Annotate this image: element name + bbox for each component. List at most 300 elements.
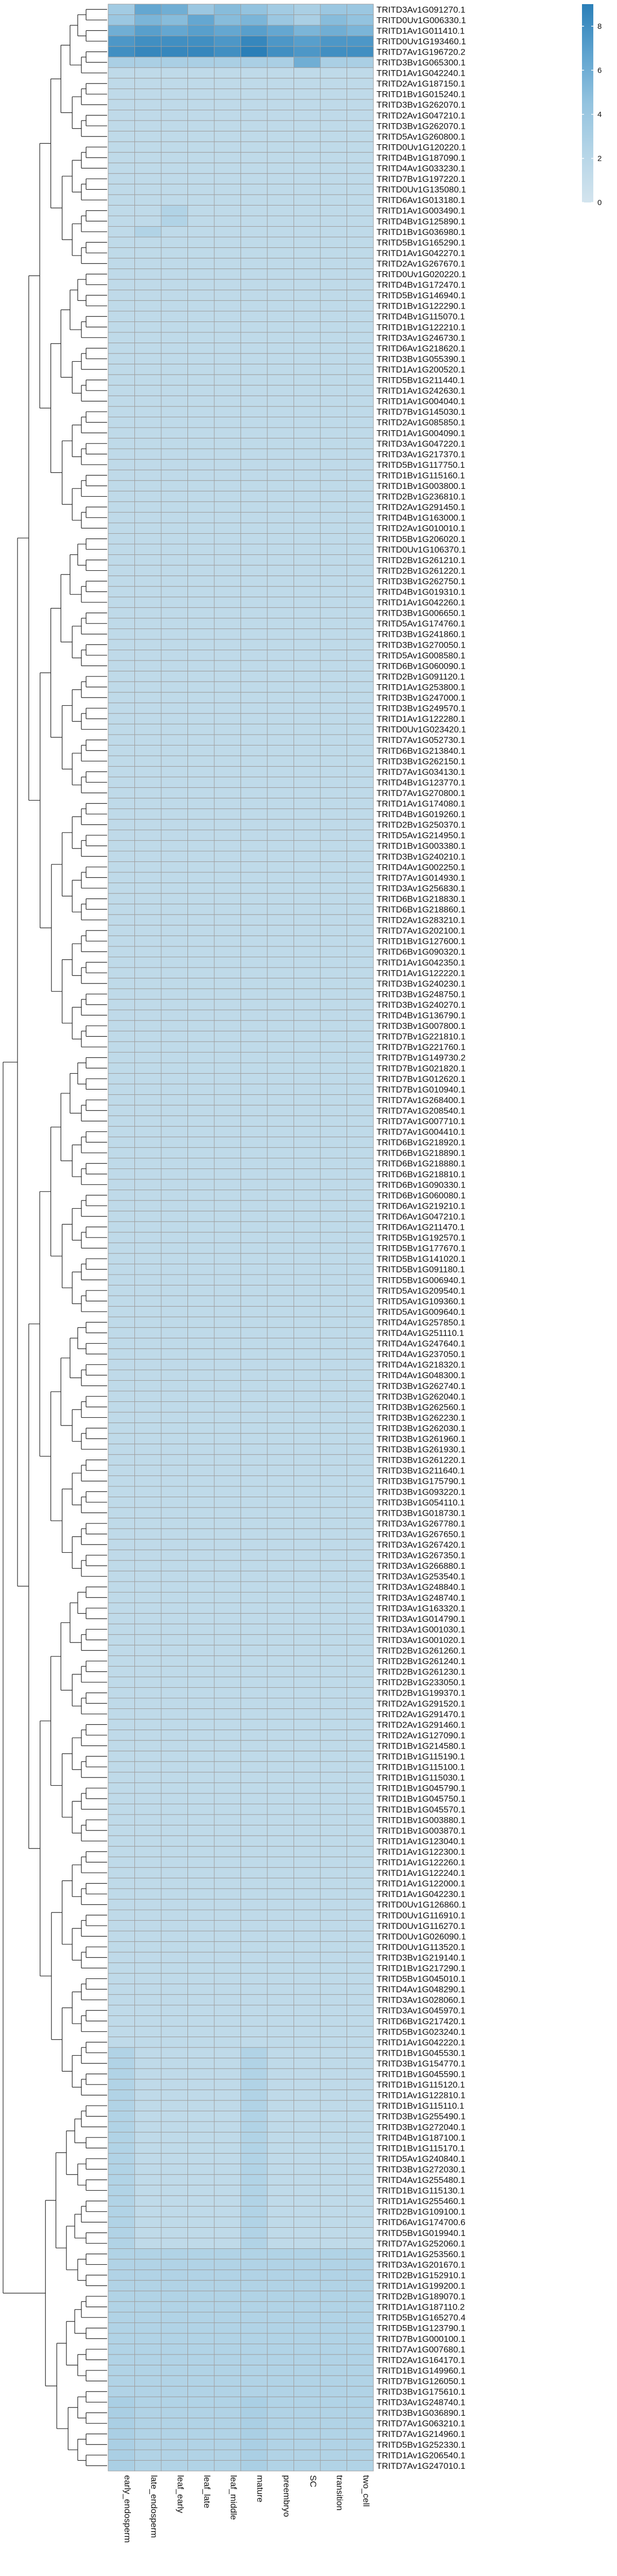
row-label: TRITD3Bv1G093220.1	[376, 1487, 466, 1497]
heatmap-cell	[347, 735, 374, 745]
heatmap-cell	[135, 1571, 162, 1582]
heatmap-cell	[188, 1497, 215, 1508]
heatmap-cell	[214, 1285, 241, 1296]
heatmap-cell	[135, 2047, 162, 2058]
heatmap-cell	[320, 629, 347, 639]
heatmap-cell	[108, 512, 135, 523]
heatmap-cell	[347, 1264, 374, 1275]
heatmap-cell	[241, 1687, 268, 1698]
heatmap-cell	[188, 2439, 215, 2450]
heatmap-cell	[347, 714, 374, 724]
heatmap-cell	[241, 1825, 268, 1836]
heatmap-cell	[241, 1921, 268, 1931]
heatmap-cell	[161, 798, 188, 809]
row-label: TRITD6Av1G047210.1	[376, 1211, 466, 1222]
heatmap-cell	[108, 851, 135, 862]
heatmap-cell	[294, 1095, 321, 1106]
heatmap-cell	[214, 2069, 241, 2079]
heatmap-cell	[108, 1899, 135, 1910]
heatmap-cell	[347, 1772, 374, 1783]
heatmap-cell	[161, 1275, 188, 1285]
heatmap-cell	[135, 576, 162, 587]
heatmap-cell	[241, 1963, 268, 1974]
heatmap-cell	[188, 957, 215, 968]
heatmap-cell	[188, 364, 215, 375]
row-label: TRITD0Uv1G120220.1	[376, 142, 466, 152]
heatmap-cell	[320, 375, 347, 385]
heatmap-cell	[294, 936, 321, 946]
heatmap-cell	[347, 534, 374, 545]
heatmap-cell	[241, 195, 268, 206]
heatmap-cell	[320, 2270, 347, 2281]
heatmap-cell	[320, 936, 347, 946]
heatmap-cell	[347, 131, 374, 142]
heatmap-cell	[241, 2206, 268, 2217]
heatmap-cell	[135, 1698, 162, 1709]
heatmap-cell	[347, 2249, 374, 2260]
legend-tick-label: 6	[597, 66, 602, 75]
heatmap-cell	[294, 163, 321, 174]
heatmap-cell	[267, 788, 294, 799]
heatmap-cell	[108, 914, 135, 925]
heatmap-cell	[241, 121, 268, 131]
heatmap-cell	[214, 1359, 241, 1370]
heatmap-cell	[161, 502, 188, 513]
row-label: TRITD1Av1G003490.1	[376, 206, 466, 216]
heatmap-cell	[214, 2280, 241, 2291]
heatmap-cell	[135, 650, 162, 661]
heatmap-cell	[347, 555, 374, 566]
heatmap-cell	[241, 1571, 268, 1582]
heatmap-cell	[267, 1963, 294, 1974]
heatmap-cell	[108, 46, 135, 57]
heatmap-cell	[294, 1391, 321, 1402]
heatmap-cell	[241, 2185, 268, 2196]
heatmap-cell	[241, 15, 268, 26]
column-label: late_endosperm	[149, 2475, 159, 2538]
heatmap-cell	[347, 502, 374, 513]
heatmap-cell	[347, 1084, 374, 1095]
heatmap-cell	[161, 1232, 188, 1243]
heatmap-cell	[320, 724, 347, 735]
heatmap-cell	[188, 57, 215, 68]
heatmap-cell	[108, 1169, 135, 1180]
heatmap-cell	[188, 205, 215, 216]
heatmap-cell	[267, 1052, 294, 1063]
heatmap-cell	[135, 1793, 162, 1804]
heatmap-cell	[161, 2354, 188, 2365]
heatmap-cell	[241, 607, 268, 618]
row-label: TRITD3Bv1G175610.1	[376, 2387, 466, 2397]
heatmap-cell	[294, 1158, 321, 1169]
heatmap-cell	[188, 777, 215, 788]
heatmap-cell	[161, 311, 188, 322]
heatmap-cell	[347, 2439, 374, 2450]
heatmap-cell	[214, 46, 241, 57]
row-label: TRITD7Bv1G021820.1	[376, 1063, 466, 1074]
heatmap-cell	[347, 1486, 374, 1497]
heatmap-cell	[161, 1687, 188, 1698]
heatmap-cell	[294, 809, 321, 820]
heatmap-cell	[267, 2270, 294, 2281]
heatmap-cell	[320, 406, 347, 417]
row-label: TRITD1Bv1G217290.1	[376, 1963, 466, 1974]
row-label: TRITD6Bv1G090320.1	[376, 947, 466, 957]
heatmap-cell	[267, 1328, 294, 1338]
heatmap-cell	[135, 1190, 162, 1201]
heatmap-cell	[188, 1592, 215, 1603]
heatmap-cell	[267, 332, 294, 343]
heatmap-cell	[161, 2249, 188, 2260]
heatmap-cell	[188, 375, 215, 385]
heatmap-cell	[108, 1719, 135, 1730]
heatmap-cell	[188, 1529, 215, 1539]
heatmap-cell	[108, 1359, 135, 1370]
heatmap-cell	[188, 660, 215, 671]
heatmap-cell	[320, 893, 347, 904]
row-label: TRITD2Av1G047210.1	[376, 110, 466, 121]
heatmap-cell	[267, 1910, 294, 1921]
heatmap-cell	[347, 1275, 374, 1285]
row-label: TRITD7Av1G214960.1	[376, 2429, 466, 2439]
heatmap-cell	[267, 2143, 294, 2154]
heatmap-cell	[188, 1994, 215, 2005]
heatmap-cell	[347, 1921, 374, 1931]
heatmap-cell	[294, 1910, 321, 1921]
heatmap-cell	[135, 1910, 162, 1921]
heatmap-cell	[267, 1031, 294, 1042]
heatmap-cell	[347, 1222, 374, 1232]
heatmap-cell	[214, 1084, 241, 1095]
heatmap-cell	[347, 523, 374, 534]
heatmap-cell	[188, 1296, 215, 1307]
heatmap-cell	[108, 1211, 135, 1222]
heatmap-cell	[135, 2386, 162, 2397]
heatmap-cell	[294, 1942, 321, 1953]
heatmap-cell	[241, 1317, 268, 1328]
row-label: TRITD6Bv1G218890.1	[376, 1148, 466, 1158]
heatmap-cell	[214, 1243, 241, 1253]
heatmap-cell	[135, 639, 162, 650]
heatmap-cell	[241, 1074, 268, 1084]
heatmap-cell	[294, 978, 321, 989]
heatmap-cell	[320, 2354, 347, 2365]
heatmap-cell	[161, 1031, 188, 1042]
heatmap-cell	[135, 2090, 162, 2100]
heatmap-cell	[161, 1529, 188, 1539]
heatmap-cell	[267, 470, 294, 481]
heatmap-cell	[320, 1052, 347, 1063]
heatmap-cell	[161, 1010, 188, 1021]
heatmap-cell	[241, 417, 268, 428]
row-label: TRITD2Av1G291470.1	[376, 1709, 466, 1719]
heatmap-cell	[294, 67, 321, 78]
heatmap-cell	[214, 152, 241, 163]
heatmap-cell	[267, 724, 294, 735]
heatmap-cell	[241, 2344, 268, 2355]
heatmap-cell	[347, 2100, 374, 2111]
heatmap-cell	[135, 2228, 162, 2239]
row-label: TRITD0Uv1G116270.1	[376, 1921, 466, 1931]
heatmap-cell	[241, 978, 268, 989]
heatmap-cell	[214, 1963, 241, 1974]
column-label: leaf_early	[175, 2475, 185, 2513]
row-label: TRITD1Av1G042220.1	[376, 2037, 466, 2047]
heatmap-cell	[347, 438, 374, 449]
heatmap-cell	[267, 46, 294, 57]
heatmap-cell	[294, 2143, 321, 2154]
heatmap-cell	[267, 925, 294, 936]
heatmap-cell	[267, 1021, 294, 1031]
color-legend	[582, 4, 602, 207]
legend-tick-label: 8	[597, 22, 602, 31]
heatmap-cell	[188, 1074, 215, 1084]
row-label: TRITD6Bv1G218860.1	[376, 905, 466, 915]
heatmap-cell	[135, 1529, 162, 1539]
heatmap-cell	[347, 1507, 374, 1518]
heatmap-cell	[108, 121, 135, 131]
heatmap-cell	[267, 904, 294, 915]
heatmap-cell	[135, 692, 162, 703]
row-label: TRITD4Bv1G187100.1	[376, 2132, 466, 2143]
heatmap-cell	[135, 1465, 162, 1476]
heatmap-cell	[347, 121, 374, 131]
heatmap-cell	[347, 1783, 374, 1793]
heatmap-cell	[320, 978, 347, 989]
heatmap-cell	[241, 78, 268, 89]
heatmap-cell	[320, 1042, 347, 1053]
heatmap-cell	[214, 385, 241, 396]
heatmap-cell	[188, 819, 215, 830]
heatmap-cell	[294, 597, 321, 608]
heatmap-cell	[214, 2111, 241, 2122]
heatmap-cell	[161, 322, 188, 333]
heatmap-cell	[214, 597, 241, 608]
heatmap-cell	[267, 1444, 294, 1455]
heatmap-cell	[188, 1084, 215, 1095]
heatmap-cell	[320, 2376, 347, 2386]
heatmap-cell	[347, 1550, 374, 1561]
heatmap-cell	[347, 78, 374, 89]
heatmap-cell	[241, 2323, 268, 2333]
heatmap-cell	[214, 1857, 241, 1868]
heatmap-cell	[267, 1868, 294, 1878]
heatmap-cell	[161, 2270, 188, 2281]
heatmap-cell	[108, 2238, 135, 2249]
heatmap-cell	[188, 1190, 215, 1201]
row-label: TRITD2Bv1G250370.1	[376, 820, 466, 830]
row-label: TRITD3Bv1G240230.1	[376, 978, 466, 989]
row-label: TRITD4Bv1G125890.1	[376, 216, 466, 227]
heatmap-cell	[135, 237, 162, 248]
heatmap-cell	[161, 1624, 188, 1635]
heatmap-cell	[161, 237, 188, 248]
heatmap-cell	[161, 767, 188, 777]
row-label: TRITD1Av1G122220.1	[376, 968, 466, 978]
heatmap-cell	[294, 1116, 321, 1127]
heatmap-cell	[241, 1454, 268, 1465]
heatmap-cell	[294, 872, 321, 883]
heatmap-cell	[108, 777, 135, 788]
heatmap-cell	[214, 714, 241, 724]
row-label: TRITD5Bv1G177670.1	[376, 1243, 466, 1253]
heatmap-cell	[267, 502, 294, 513]
heatmap-cell	[347, 724, 374, 735]
row-label: TRITD2Bv1G091120.1	[376, 671, 465, 682]
heatmap-cell	[241, 2386, 268, 2397]
row-label: TRITD3Av1G266880.1	[376, 1561, 466, 1571]
heatmap-cell	[188, 1126, 215, 1137]
heatmap-cell	[214, 1878, 241, 1889]
heatmap-cell	[135, 946, 162, 957]
heatmap-cell	[267, 1084, 294, 1095]
row-label: TRITD1Av1G187110.2	[376, 2302, 465, 2312]
row-label: TRITD3Av1G253540.1	[376, 1571, 466, 1582]
heatmap-cell	[294, 968, 321, 978]
heatmap-cell	[267, 67, 294, 78]
heatmap-cell	[241, 1984, 268, 1995]
heatmap-cell	[347, 1656, 374, 1667]
heatmap-cell	[108, 502, 135, 513]
heatmap-cell	[214, 999, 241, 1010]
heatmap-cell	[188, 989, 215, 999]
heatmap-cell	[347, 946, 374, 957]
heatmap-cell	[294, 2450, 321, 2461]
heatmap-cell	[108, 523, 135, 534]
heatmap-cell	[108, 1539, 135, 1550]
heatmap-cell	[214, 470, 241, 481]
heatmap-cell	[161, 946, 188, 957]
heatmap-cell	[108, 544, 135, 555]
heatmap-cell	[135, 1126, 162, 1137]
heatmap-cell	[294, 481, 321, 492]
heatmap-cell	[347, 470, 374, 481]
heatmap-cell	[267, 2280, 294, 2291]
row-label: TRITD4Av1G251110.1	[376, 1328, 465, 1338]
heatmap-cell	[294, 375, 321, 385]
heatmap-cell	[267, 1645, 294, 1656]
row-label: TRITD3Bv1G261220.1	[376, 1455, 466, 1465]
heatmap-cell	[241, 1465, 268, 1476]
heatmap-cell	[188, 1931, 215, 1942]
heatmap-cell	[241, 1063, 268, 1074]
heatmap-cell	[320, 1751, 347, 1762]
heatmap-cell	[161, 1740, 188, 1751]
heatmap-cell	[347, 660, 374, 671]
heatmap-cell	[135, 332, 162, 343]
heatmap-cell	[294, 1052, 321, 1063]
heatmap-cell	[294, 671, 321, 682]
column-label: SC	[308, 2475, 318, 2487]
row-label: TRITD0Uv1G020220.1	[376, 269, 466, 280]
row-label: TRITD0Uv1G106370.1	[376, 545, 466, 555]
heatmap-cell	[241, 481, 268, 492]
row-label: TRITD7Av1G196720.2	[376, 47, 466, 57]
heatmap-cell	[347, 2291, 374, 2302]
heatmap-cell	[294, 819, 321, 830]
row-label: TRITD6Bv1G218880.1	[376, 1159, 466, 1169]
heatmap-cell	[214, 2408, 241, 2418]
heatmap-cell	[294, 1846, 321, 1857]
heatmap-cell	[188, 1454, 215, 1465]
heatmap-cell	[161, 1190, 188, 1201]
heatmap-cell	[320, 2291, 347, 2302]
heatmap-cell	[135, 1317, 162, 1328]
heatmap-cell	[241, 1931, 268, 1942]
heatmap-cell	[241, 2132, 268, 2143]
heatmap-cell	[188, 1328, 215, 1338]
heatmap-cell	[241, 1815, 268, 1825]
heatmap-cell	[241, 2154, 268, 2164]
heatmap-cell	[188, 1645, 215, 1656]
heatmap-cell	[347, 1465, 374, 1476]
heatmap-cell	[214, 300, 241, 311]
heatmap-cell	[320, 2132, 347, 2143]
heatmap-cell	[214, 1412, 241, 1423]
heatmap-cell	[161, 2365, 188, 2376]
heatmap-cell	[294, 470, 321, 481]
heatmap-cell	[347, 46, 374, 57]
heatmap-cell	[135, 1645, 162, 1656]
heatmap-cell	[161, 195, 188, 206]
heatmap-cell	[135, 2217, 162, 2228]
heatmap-cell	[214, 322, 241, 333]
heatmap-cell	[294, 1454, 321, 1465]
heatmap-cell	[108, 2206, 135, 2217]
heatmap-cell	[347, 205, 374, 216]
heatmap-cell	[161, 2238, 188, 2249]
heatmap-cell	[188, 1243, 215, 1253]
heatmap-cell	[188, 1698, 215, 1709]
heatmap-cell	[320, 1761, 347, 1772]
heatmap-cell	[241, 1878, 268, 1889]
heatmap-cell	[188, 1285, 215, 1296]
heatmap-cell	[161, 25, 188, 36]
heatmap-cell	[294, 1973, 321, 1984]
heatmap-cell	[214, 1010, 241, 1021]
row-label: TRITD1Av1G199200.1	[376, 2281, 466, 2291]
heatmap-cell	[135, 258, 162, 269]
heatmap-cell	[241, 163, 268, 174]
heatmap-cell	[294, 184, 321, 195]
heatmap-cell	[161, 1645, 188, 1656]
heatmap-cell	[267, 1857, 294, 1868]
heatmap-cell	[320, 89, 347, 99]
heatmap-cell	[294, 237, 321, 248]
heatmap-cell	[320, 925, 347, 936]
heatmap-cell	[320, 1719, 347, 1730]
heatmap-cell	[161, 1539, 188, 1550]
heatmap-cell	[294, 2185, 321, 2196]
heatmap-cell	[294, 2069, 321, 2079]
heatmap-cell	[135, 2344, 162, 2355]
heatmap-cell	[347, 2354, 374, 2365]
heatmap-cell	[161, 2005, 188, 2016]
heatmap-cell	[135, 1614, 162, 1624]
heatmap-cell	[108, 1666, 135, 1677]
row-label: TRITD7Av1G052730.1	[376, 735, 466, 745]
heatmap-cell	[135, 375, 162, 385]
heatmap-cell	[188, 1836, 215, 1846]
heatmap-cell	[241, 2217, 268, 2228]
heatmap-cell	[214, 2185, 241, 2196]
row-label: TRITD5Bv1G091180.1	[376, 1264, 465, 1275]
heatmap-cell	[108, 322, 135, 333]
heatmap-cell	[267, 1074, 294, 1084]
heatmap-cell	[188, 78, 215, 89]
heatmap-cell	[294, 1603, 321, 1614]
heatmap-cell	[294, 131, 321, 142]
